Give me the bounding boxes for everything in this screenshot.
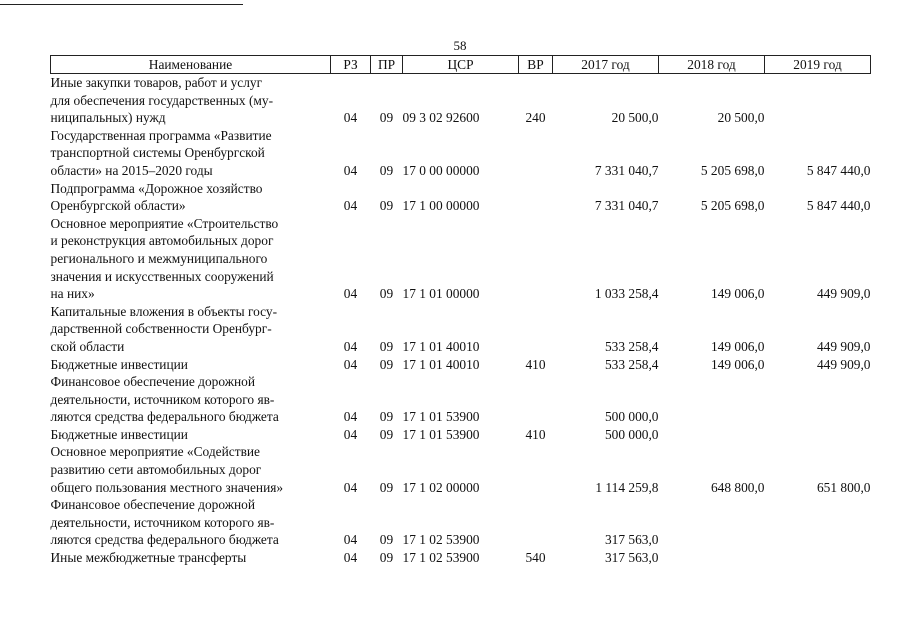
- cell-2018: 5 205 698,0: [700, 162, 765, 178]
- cell-2018: [659, 549, 765, 567]
- cell-pr: 09: [379, 426, 394, 442]
- cell-vr: [519, 303, 553, 356]
- cell-2017: 7 331 040,7: [594, 198, 659, 214]
- cell-vr: [519, 127, 553, 180]
- cell-pr: 09: [379, 532, 394, 548]
- cell-name: [51, 496, 331, 549]
- cell-2018: 648 800,0: [710, 479, 765, 495]
- cell-rz: 04: [343, 409, 358, 425]
- cell-vr: [519, 496, 553, 549]
- table-row: [51, 496, 871, 549]
- table-row: [51, 127, 871, 180]
- cell-rz: 04: [343, 550, 358, 566]
- cell-pr: 09: [379, 409, 394, 425]
- name-line: Бюджетные инвестиции: [50, 426, 188, 442]
- cell-pr: 09: [379, 356, 394, 372]
- name-line: для обеспечения государственных (му-: [50, 92, 274, 108]
- table-row: [51, 443, 871, 496]
- cell-2018: [659, 426, 765, 444]
- cell-pr: 09: [379, 479, 394, 495]
- table-row: [51, 549, 871, 567]
- cell-rz: 04: [343, 198, 358, 214]
- name-line: Финансовое обеспечение дорожной: [50, 374, 256, 390]
- cell-rz: 04: [343, 426, 358, 442]
- cell-vr: [519, 443, 553, 496]
- cell-rz: 04: [343, 479, 358, 495]
- header-2017: 2017 год: [553, 56, 659, 74]
- cell-2018: 149 006,0: [710, 338, 765, 354]
- cell-name: [51, 443, 331, 496]
- name-line: Основное мероприятие «Содействие: [50, 444, 261, 460]
- cell-2019: 5 847 440,0: [806, 198, 871, 214]
- table-row: [51, 303, 871, 356]
- cell-2019: [765, 426, 871, 444]
- cell-pr: 09: [379, 338, 394, 354]
- cell-2017: 317 563,0: [604, 532, 659, 548]
- cell-csr: 17 0 00 00000: [402, 162, 480, 178]
- cell-rz: 04: [343, 286, 358, 302]
- budget-table: [50, 55, 871, 567]
- cell-csr: 17 1 01 40010: [402, 356, 480, 372]
- table-row: [51, 426, 871, 444]
- cell-name: [51, 356, 331, 374]
- name-line: Подпрограмма «Дорожное хозяйство: [50, 180, 263, 196]
- name-line: транспортной системы Оренбургской: [50, 145, 265, 161]
- cell-csr: 17 1 01 53900: [402, 426, 480, 442]
- cell-2019: 5 847 440,0: [806, 162, 871, 178]
- cell-2019: 651 800,0: [816, 479, 871, 495]
- cell-vr: 410: [525, 356, 546, 372]
- header-2019: 2019 год: [765, 56, 871, 74]
- cell-name: [51, 373, 331, 426]
- name-line: Капитальные вложения в объекты госу-: [50, 303, 278, 319]
- header-name: Наименование: [51, 56, 331, 74]
- name-line: ляются средства федерального бюджета: [50, 532, 279, 548]
- cell-rz: 04: [343, 356, 358, 372]
- name-line: ниципальных) нужд: [50, 110, 166, 126]
- name-line: и реконструкция автомобильных дорог: [50, 233, 274, 249]
- cell-2017: 7 331 040,7: [594, 162, 659, 178]
- cell-2019: 449 909,0: [816, 286, 871, 302]
- cell-csr: 17 1 01 53900: [402, 409, 480, 425]
- name-line: на них»: [50, 286, 95, 302]
- name-line: деятельности, источником которого яв-: [50, 514, 275, 530]
- cell-rz: 04: [343, 338, 358, 354]
- cell-rz: 04: [343, 110, 358, 126]
- cell-2017: 317 563,0: [604, 550, 659, 566]
- cell-csr: 17 1 02 53900: [402, 550, 480, 566]
- table-row: [51, 180, 871, 215]
- cell-name: [51, 180, 331, 215]
- cell-name: [51, 549, 331, 567]
- table-row: [51, 373, 871, 426]
- cell-pr: 09: [379, 110, 394, 126]
- name-line: развитию сети автомобильных дорог: [50, 462, 262, 478]
- cell-2017: 1 033 258,4: [594, 286, 659, 302]
- cell-2018: 149 006,0: [710, 356, 765, 372]
- cell-2019: 449 909,0: [816, 338, 871, 354]
- cell-csr: 17 1 02 00000: [402, 479, 480, 495]
- table-row: [51, 356, 871, 374]
- cell-rz: 04: [343, 162, 358, 178]
- name-line: области» на 2015–2020 годы: [50, 162, 213, 178]
- cell-pr: 09: [379, 162, 394, 178]
- name-line: Основное мероприятие «Строительство: [50, 215, 279, 231]
- cell-pr: 09: [379, 198, 394, 214]
- name-line: деятельности, источником которого яв-: [50, 391, 275, 407]
- cell-2018: [659, 496, 765, 549]
- cell-name: [51, 303, 331, 356]
- name-line: Финансовое обеспечение дорожной: [50, 497, 256, 513]
- cell-2019: [765, 74, 871, 127]
- cell-csr: 17 1 00 00000: [402, 198, 480, 214]
- cell-2017: 20 500,0: [611, 110, 659, 126]
- header-2018: 2018 год: [659, 56, 765, 74]
- name-line: дарственной собственности Оренбург-: [50, 321, 272, 337]
- cell-name: [51, 127, 331, 180]
- header-vr: ВР: [519, 56, 553, 74]
- cell-2017: 500 000,0: [604, 426, 659, 442]
- cell-vr: 240: [525, 110, 546, 126]
- cell-csr: 17 1 01 00000: [402, 286, 480, 302]
- header-csr: ЦСР: [403, 56, 519, 74]
- cell-2018: 149 006,0: [710, 286, 765, 302]
- cell-vr: 540: [525, 550, 546, 566]
- cell-rz: 04: [343, 532, 358, 548]
- cell-vr: [519, 180, 553, 215]
- table-row: [51, 215, 871, 303]
- name-line: ляются средства федерального бюджета: [50, 409, 279, 425]
- table-header-row: [51, 56, 871, 74]
- cell-2018: [659, 373, 765, 426]
- header-pr: ПР: [371, 56, 403, 74]
- cell-name: [51, 426, 331, 444]
- cell-csr: 17 1 02 53900: [402, 532, 480, 548]
- cell-2017: 533 258,4: [604, 356, 659, 372]
- table-row: [51, 74, 871, 127]
- name-line: Иные закупки товаров, работ и услуг: [50, 75, 263, 90]
- name-line: Государственная программа «Развитие: [50, 127, 272, 143]
- name-line: общего пользования местного значения»: [50, 479, 284, 495]
- name-line: Иные межбюджетные трансферты: [50, 550, 247, 566]
- cell-2017: 1 114 259,8: [595, 479, 659, 495]
- cell-2019: [765, 549, 871, 567]
- cell-2018: 20 500,0: [717, 110, 765, 126]
- cell-pr: 09: [379, 286, 394, 302]
- cell-2018: 5 205 698,0: [700, 198, 765, 214]
- cell-2017: 500 000,0: [604, 409, 659, 425]
- cell-vr: [519, 373, 553, 426]
- name-line: Оренбургской области»: [50, 198, 186, 214]
- cell-vr: 410: [525, 426, 546, 442]
- cell-csr: 09 3 02 92600: [402, 110, 480, 126]
- cell-name: [51, 74, 331, 127]
- cell-vr: [519, 215, 553, 303]
- cell-2019: [765, 373, 871, 426]
- page-number: 58: [453, 38, 467, 53]
- name-line: значения и искусственных сооружений: [50, 268, 274, 284]
- cell-2019: 449 909,0: [816, 356, 871, 372]
- top-rule: [0, 4, 243, 5]
- cell-pr: 09: [379, 550, 394, 566]
- name-line: ской области: [50, 338, 125, 354]
- cell-name: [51, 215, 331, 303]
- cell-2017: 533 258,4: [604, 338, 659, 354]
- name-line: регионального и межмуниципального: [50, 250, 268, 266]
- table-body: [51, 74, 871, 567]
- cell-csr: 17 1 01 40010: [402, 338, 480, 354]
- name-line: Бюджетные инвестиции: [50, 356, 188, 372]
- header-rz: РЗ: [331, 56, 371, 74]
- cell-2019: [765, 496, 871, 549]
